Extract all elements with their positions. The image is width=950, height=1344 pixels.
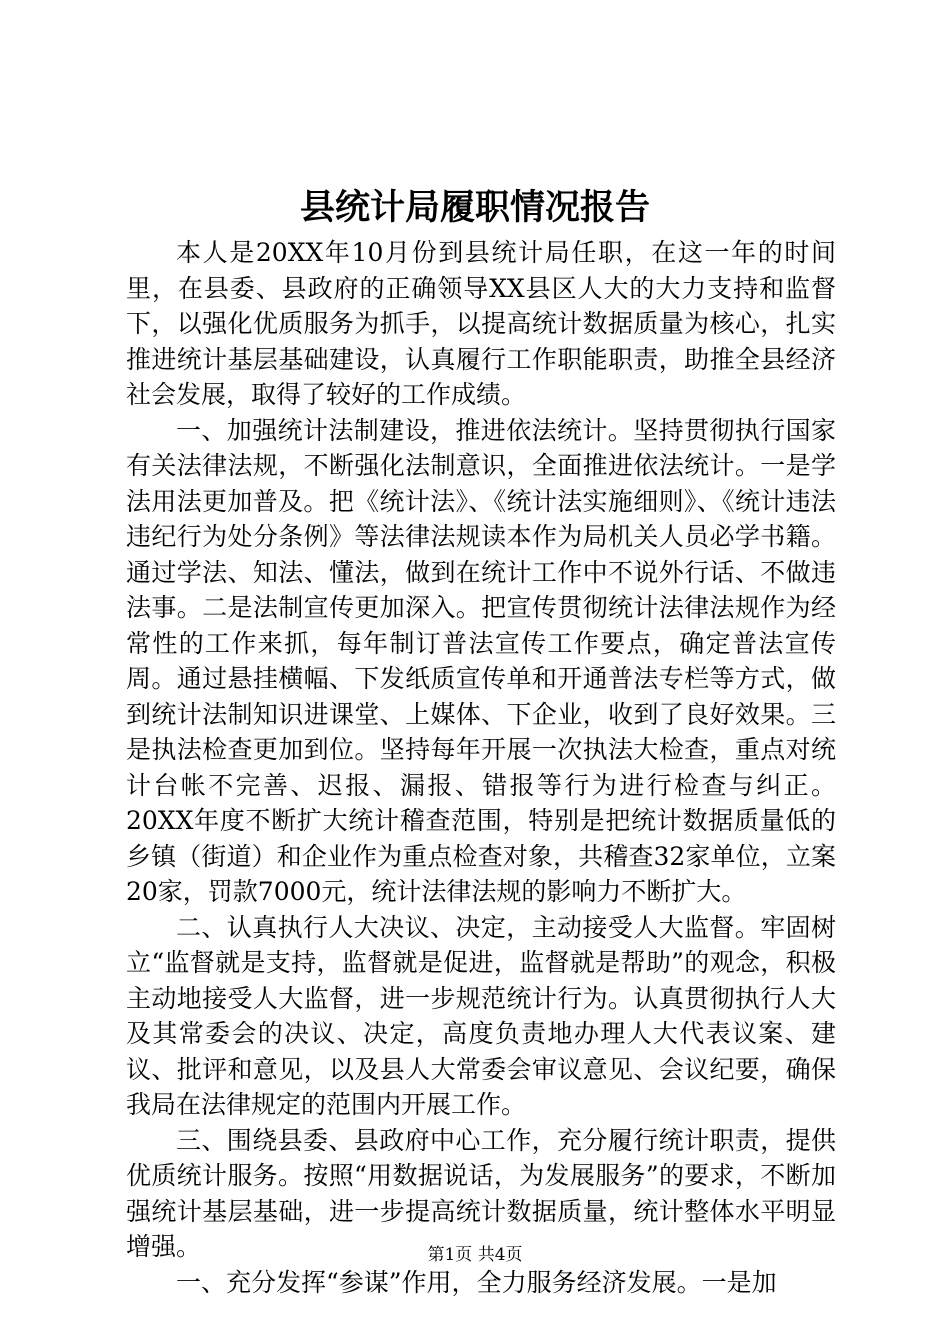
paragraph-section-advisor: 一、充分发挥“参谋”作用，全力服务经济发展。一是加 xyxy=(176,1267,777,1297)
paragraph-section-service: 三、围绕县委、县政府中心工作，充分履行统计职责，提供优质统计服务。按照“用数据说话，为发展服务”的要求，不断加强统计基层基础，进一步提高统计数据质量，统计整体水平明显增强。 xyxy=(126,1125,836,1261)
paragraph-section-legal: 一、加强统计法制建设，推进依法统计。坚持贯彻执行国家有关法律法规，不断强化法制意识，全面推进依法统计。一是学法用法更加普及。把《统计法》、《统计法实施细则》、《统计违法违纪行为处分条例》等法律法规读本作为局机关人员必学书籍。通过学法、知法、懂法，做到在统计工作中不说外行话、不做违法事。二是法制宣传更加深入。把宣传贯彻统计法律法规作为经常性的工作来抓，每年制订普法宣传工作要点，确定普法宣传周。通过悬挂横幅、下发纸质宣传单和开通普法专栏等方式，做到统计法制知识进课堂、上媒体、下企业，收到了良好效果。三是执法检查更加到位。坚持每年开展一次执法大检查，重点对统计台帐不完善、迟报、漏报、错报等行为进行检查与纠正。20XX年度不断扩大统计稽查范围，特别是把统计数据质量低的乡镇（街道）和企业作为重点检查对象，共稽查32家单位，立案20家，罚款7000元，统计法律法规的影响力不断扩大。 xyxy=(126,415,836,906)
document-body xyxy=(126,235,836,1300)
document-title: 县统计局履职情况报告 xyxy=(299,187,650,228)
paragraph-intro: 本人是20XX年10月份到县统计局任职，在这一年的时间里，在县委、县政府的正确领导XX县区人大的大力支持和监督下，以强化优质服务为抓手，以提高统计数据质量为核心，扎实推进统计基层基础建设，认真履行工作职能职责，助推全县经济社会发展，取得了较好的工作成绩。 xyxy=(126,238,836,409)
page-number-footer: 第1页 共4页 xyxy=(427,1245,523,1265)
paragraph-section-supervision: 二、认真执行人大决议、决定，主动接受人大监督。牢固树立“监督就是支持，监督就是促进，监督就是帮助”的观念，积极主动地接受人大监督，进一步规范统计行为。认真贯彻执行人大及其常委会的决议、决定，高度负责地办理人大代表议案、建议、批评和意见，以及县人大常委会审议意见、会议纪要，确保我局在法律规定的范围内开展工作。 xyxy=(126,912,836,1119)
